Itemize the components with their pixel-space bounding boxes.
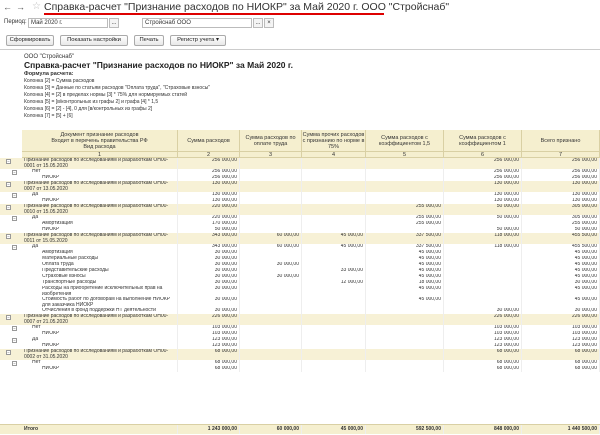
row-value-c4 bbox=[302, 366, 366, 372]
row-value-c6: 256 000,00 bbox=[444, 169, 522, 175]
row-value-c7: 256 000,00 bbox=[522, 158, 600, 169]
show-settings-button[interactable]: Показать настройки bbox=[60, 35, 128, 46]
row-name: Материальные расходы bbox=[40, 256, 178, 262]
row-value-c7: 455 500,00 bbox=[522, 244, 600, 250]
row-value-c4: 45 000,00 bbox=[302, 233, 366, 244]
row-value-c4 bbox=[302, 314, 366, 325]
row-value-c2: 30 000,00 bbox=[178, 308, 240, 314]
row-value-c7: 226 000,00 bbox=[522, 314, 600, 325]
row-name: Да bbox=[30, 337, 178, 343]
row-value-c2: 103 000,00 bbox=[178, 325, 240, 331]
header-other: Сумма прочих расходов с признанию по норме в 75% bbox=[302, 130, 366, 152]
row-value-c2: 68 000,00 bbox=[178, 349, 240, 360]
row-value-c3: 60 000,00 bbox=[240, 244, 302, 250]
row-value-c7: 45 000,00 bbox=[522, 250, 600, 256]
header-num: 5 bbox=[366, 152, 444, 158]
period-select-button[interactable]: ... bbox=[109, 18, 119, 28]
row-value-c6: 50 000,00 bbox=[444, 215, 522, 221]
row-value-c4 bbox=[302, 204, 366, 215]
collapse-toggle-icon[interactable]: − bbox=[13, 193, 16, 198]
row-value-c5: 45 000,00 bbox=[366, 274, 444, 280]
row-name: НИОКР bbox=[40, 198, 178, 204]
row-value-c7: 305 000,00 bbox=[522, 204, 600, 215]
row-value-c6: 130 000,00 bbox=[444, 181, 522, 192]
row-value-c3 bbox=[240, 181, 302, 192]
row-value-c3: 60 000,00 bbox=[240, 233, 302, 244]
period-label: Период: bbox=[4, 19, 27, 25]
row-value-c4: 45 000,00 bbox=[302, 244, 366, 250]
table-row[interactable] bbox=[0, 314, 600, 325]
row-value-c5: 45 000,00 bbox=[366, 268, 444, 274]
row-name: Оплата труда bbox=[40, 262, 178, 268]
row-value-c6: 103 000,00 bbox=[444, 331, 522, 337]
row-value-c3: 30 000,00 bbox=[240, 262, 302, 268]
collapse-toggle-icon[interactable]: − bbox=[7, 350, 10, 355]
report-area bbox=[0, 49, 600, 435]
row-name: Представительские расходы bbox=[40, 268, 178, 274]
row-value-c3 bbox=[240, 286, 302, 297]
row-name: НИОКР bbox=[40, 331, 178, 337]
row-value-c7: 305 000,00 bbox=[522, 215, 600, 221]
collapse-toggle-icon[interactable]: − bbox=[13, 170, 16, 175]
row-value-c2: 30 000,00 bbox=[178, 262, 240, 268]
header-coef15: Сумма расходов с коэффициентом 1,5 bbox=[366, 130, 444, 152]
row-value-c2: 30 000,00 bbox=[178, 256, 240, 262]
row-name: НИОКР bbox=[40, 343, 178, 349]
row-name: Нет bbox=[30, 169, 178, 175]
row-name: Отчисления в фонд поддержки НТ деятельности bbox=[40, 308, 178, 314]
generate-button[interactable]: Сформировать bbox=[6, 35, 54, 46]
row-value-c2: 68 000,00 bbox=[178, 366, 240, 372]
row-value-c5: 255 000,00 bbox=[366, 204, 444, 215]
collapse-toggle-icon[interactable]: − bbox=[7, 315, 10, 320]
row-value-c6: 50 000,00 bbox=[444, 227, 522, 233]
row-value-c2: 123 000,00 bbox=[178, 337, 240, 343]
row-value-c2: 226 000,00 bbox=[178, 314, 240, 325]
row-value-c2: 343 000,00 bbox=[178, 244, 240, 250]
row-value-c7: 256 000,00 bbox=[522, 169, 600, 175]
row-value-c5: 45 000,00 bbox=[366, 250, 444, 256]
row-value-c2: 30 000,00 bbox=[178, 280, 240, 286]
row-name: Расходы на приобретение исключительных прав на изобретения bbox=[40, 286, 178, 297]
row-value-c5 bbox=[366, 158, 444, 169]
row-value-c4 bbox=[302, 349, 366, 360]
row-value-c2: 220 000,00 bbox=[178, 204, 240, 215]
register-button[interactable]: Регистр учета ▾ bbox=[170, 35, 226, 46]
row-name: Нет bbox=[30, 325, 178, 331]
row-value-c6: 130 000,00 bbox=[444, 192, 522, 198]
row-value-c2: 30 000,00 bbox=[178, 274, 240, 280]
row-value-c7: 45 000,00 bbox=[522, 297, 600, 308]
collapse-toggle-icon[interactable]: − bbox=[7, 159, 10, 164]
formula-line: Колонка [3] = Данные по статьям расходов "Оплата труда", "Страховые взносы" bbox=[24, 85, 211, 91]
row-value-c7: 130 000,00 bbox=[522, 181, 600, 192]
collapse-toggle-icon[interactable]: − bbox=[13, 245, 16, 250]
row-value-c7: 45 000,00 bbox=[522, 256, 600, 262]
row-value-c7: 123 000,00 bbox=[522, 337, 600, 343]
organization-clear-button[interactable]: × bbox=[264, 18, 274, 28]
row-value-c3: 30 000,00 bbox=[240, 274, 302, 280]
row-value-c6: 256 000,00 bbox=[444, 175, 522, 181]
row-value-c7: 30 000,00 bbox=[522, 280, 600, 286]
title-underline bbox=[44, 13, 384, 15]
print-button[interactable]: Печать bbox=[134, 35, 164, 46]
row-name: Нет bbox=[30, 360, 178, 366]
params-row bbox=[0, 17, 600, 29]
row-name: Страховые взносы bbox=[40, 274, 178, 280]
row-value-c5 bbox=[366, 181, 444, 192]
row-value-c3 bbox=[240, 204, 302, 215]
row-value-c4 bbox=[302, 181, 366, 192]
total-sum: 1 243 000,00 bbox=[178, 425, 240, 434]
row-value-c6: 130 000,00 bbox=[444, 198, 522, 204]
header-num: 6 bbox=[444, 152, 522, 158]
favorite-star-icon[interactable]: ☆ bbox=[32, 1, 41, 12]
header-num: 7 bbox=[522, 152, 600, 158]
total-coef1: 848 000,00 bbox=[444, 425, 522, 434]
row-value-c5: 255 000,00 bbox=[366, 221, 444, 227]
row-value-c2: 256 000,00 bbox=[178, 169, 240, 175]
row-value-c2: 256 000,00 bbox=[178, 175, 240, 181]
row-value-c6: 68 000,00 bbox=[444, 349, 522, 360]
row-value-c4 bbox=[302, 286, 366, 297]
row-value-c5: 45 000,00 bbox=[366, 262, 444, 268]
report-organization: ООО "Стройснаб" bbox=[24, 54, 75, 60]
row-value-c7: 255 000,00 bbox=[522, 221, 600, 227]
table-row[interactable] bbox=[0, 204, 600, 215]
row-value-c3 bbox=[240, 297, 302, 308]
header-labor: Сумма расходов по оплате труда bbox=[240, 130, 302, 152]
row-value-c5 bbox=[366, 366, 444, 372]
row-value-c7: 50 000,00 bbox=[522, 227, 600, 233]
row-value-c2: 220 000,00 bbox=[178, 215, 240, 221]
row-value-c6: 68 000,00 bbox=[444, 360, 522, 366]
row-value-c2: 30 000,00 bbox=[178, 268, 240, 274]
row-value-c7: 455 500,00 bbox=[522, 233, 600, 244]
row-value-c7: 130 000,00 bbox=[522, 192, 600, 198]
collapse-toggle-icon[interactable]: − bbox=[7, 182, 10, 187]
table-row[interactable] bbox=[0, 158, 600, 169]
row-value-c3 bbox=[240, 366, 302, 372]
row-value-c5: 337 500,00 bbox=[366, 244, 444, 250]
header-total: Всего признано bbox=[522, 130, 600, 152]
row-value-c5: 45 000,00 bbox=[366, 286, 444, 297]
row-value-c5: 45 000,00 bbox=[366, 256, 444, 262]
row-value-c6: 30 000,00 bbox=[444, 308, 522, 314]
row-value-c7: 45 000,00 bbox=[522, 274, 600, 280]
row-value-c3 bbox=[240, 158, 302, 169]
row-value-c7: 256 000,00 bbox=[522, 175, 600, 181]
row-value-c7: 68 000,00 bbox=[522, 366, 600, 372]
formula-line: Колонка [7] = [5] + [6] bbox=[24, 113, 73, 119]
row-value-c5: 18 000,00 bbox=[366, 280, 444, 286]
row-value-c4 bbox=[302, 297, 366, 308]
row-value-c2: 68 000,00 bbox=[178, 360, 240, 366]
row-name: НИОКР bbox=[40, 366, 178, 372]
row-name: НИОКР bbox=[40, 227, 178, 233]
row-value-c7: 103 000,00 bbox=[522, 325, 600, 331]
table-row[interactable] bbox=[0, 366, 600, 372]
row-value-c4: 12 000,00 bbox=[302, 280, 366, 286]
table-row[interactable] bbox=[0, 233, 600, 244]
formula-heading: Формула расчета: bbox=[24, 71, 74, 77]
row-name: Признание расходов по исследованиям и разработкам ОН00-0002 от 31.05.2020 bbox=[22, 349, 178, 360]
collapse-toggle-icon[interactable]: − bbox=[7, 205, 10, 210]
row-name: Признание расходов по исследованиям и разработкам ОН00-0011 от 15.05.2020 bbox=[22, 233, 178, 244]
row-value-c5: 255 000,00 bbox=[366, 215, 444, 221]
row-value-c2: 50 000,00 bbox=[178, 227, 240, 233]
formula-line: Колонка [2] = Сумма расходов bbox=[24, 78, 95, 84]
header-document: Документ признание расходов Входит в перечень правительства РФ Вид расхода bbox=[22, 130, 178, 152]
row-value-c2: 130 000,00 bbox=[178, 181, 240, 192]
header-num: 2 bbox=[178, 152, 240, 158]
row-value-c6: 123 000,00 bbox=[444, 343, 522, 349]
row-value-c7: 30 000,00 bbox=[522, 308, 600, 314]
row-value-c7: 45 000,00 bbox=[522, 262, 600, 268]
row-value-c7: 130 000,00 bbox=[522, 198, 600, 204]
table-row[interactable] bbox=[0, 286, 600, 297]
row-name: Транспортные расходы bbox=[40, 280, 178, 286]
header-sum: Сумма расходов bbox=[178, 130, 240, 152]
organization-select-button[interactable]: ... bbox=[253, 18, 263, 28]
row-value-c6: 118 000,00 bbox=[444, 233, 522, 244]
row-value-c2: 30 000,00 bbox=[178, 250, 240, 256]
header-num: 3 bbox=[240, 152, 302, 158]
total-label: Итого bbox=[22, 425, 178, 434]
table-row[interactable] bbox=[0, 181, 600, 192]
report-title: Справка-расчет "Признание расходов по НИОКР" за Май 2020 г. bbox=[24, 60, 293, 70]
row-value-c5: 45 000,00 bbox=[366, 297, 444, 308]
row-value-c6: 118 000,00 bbox=[444, 244, 522, 250]
collapse-toggle-icon[interactable]: − bbox=[13, 326, 16, 331]
row-name: Признание расходов по исследованиям и разработкам ОН00-0001 от 15.05.2020 bbox=[22, 158, 178, 169]
row-value-c2: 343 000,00 bbox=[178, 233, 240, 244]
row-value-c2: 170 000,00 bbox=[178, 221, 240, 227]
row-value-c6: 256 000,00 bbox=[444, 158, 522, 169]
total-row bbox=[0, 424, 600, 434]
row-value-c2: 30 000,00 bbox=[178, 297, 240, 308]
header-coef1: Сумма расходов с коэффициентом 1 bbox=[444, 130, 522, 152]
forward-arrow-icon[interactable]: → bbox=[16, 2, 25, 12]
title-bar bbox=[0, 0, 600, 14]
row-value-c2: 103 000,00 bbox=[178, 331, 240, 337]
row-name: Стоимость работ по договорам на выполнение НИОКР для заказчика НИОКР bbox=[40, 297, 178, 308]
row-value-c2: 130 000,00 bbox=[178, 192, 240, 198]
table-header bbox=[0, 130, 600, 158]
row-value-c5 bbox=[366, 314, 444, 325]
row-value-c6: 103 000,00 bbox=[444, 325, 522, 331]
collapse-toggle-icon[interactable]: − bbox=[7, 234, 10, 239]
formula-line: Колонка [6] = [2] - [4], 0 для [в/контрольных из графы 2] bbox=[24, 106, 153, 112]
row-value-c6: 123 000,00 bbox=[444, 337, 522, 343]
collapse-toggle-icon[interactable]: − bbox=[13, 361, 16, 366]
row-value-c7: 68 000,00 bbox=[522, 349, 600, 360]
back-arrow-icon[interactable]: ← bbox=[3, 2, 12, 12]
header-num: 1 bbox=[22, 152, 178, 158]
period-field[interactable]: Май 2020 г. bbox=[28, 18, 108, 28]
toolbar bbox=[0, 35, 600, 46]
row-value-c7: 45 000,00 bbox=[522, 286, 600, 297]
collapse-toggle-icon[interactable]: − bbox=[13, 338, 16, 343]
row-value-c4 bbox=[302, 158, 366, 169]
formula-line: Колонка [4] = [2] в пределах нормы [3] * 75% для нормируемых статей bbox=[24, 92, 188, 98]
table-row[interactable] bbox=[0, 297, 600, 308]
row-value-c6 bbox=[444, 286, 522, 297]
row-value-c2: 256 000,00 bbox=[178, 158, 240, 169]
row-value-c5 bbox=[366, 349, 444, 360]
row-name: Амортизация bbox=[40, 250, 178, 256]
row-value-c3 bbox=[240, 314, 302, 325]
row-value-c7: 123 000,00 bbox=[522, 343, 600, 349]
row-name: Амортизация bbox=[40, 221, 178, 227]
header-num: 4 bbox=[302, 152, 366, 158]
row-value-c7: 45 000,00 bbox=[522, 268, 600, 274]
row-value-c2: 130 000,00 bbox=[178, 198, 240, 204]
total-all: 1 440 500,00 bbox=[522, 425, 600, 434]
row-name: Да bbox=[30, 215, 178, 221]
collapse-toggle-icon[interactable]: − bbox=[13, 216, 16, 221]
window-title: Справка-расчет "Признание расходов по НИОКР" за Май 2020 г. ООО "Стройснаб" bbox=[44, 1, 450, 13]
row-name: Да bbox=[30, 192, 178, 198]
row-name: Да bbox=[30, 244, 178, 250]
row-value-c2: 30 000,00 bbox=[178, 286, 240, 297]
table-row[interactable] bbox=[0, 349, 600, 360]
row-value-c5: 337 500,00 bbox=[366, 233, 444, 244]
total-other: 45 000,00 bbox=[302, 425, 366, 434]
row-name: Признание расходов по исследованиям и разработкам ОН00-0007 от 13.05.2020 bbox=[22, 181, 178, 192]
row-name: НИОКР bbox=[40, 175, 178, 181]
row-value-c6: 226 000,00 bbox=[444, 314, 522, 325]
row-name: Признание расходов по исследованиям и разработкам ОН00-0007 от 21.05.2020 bbox=[22, 314, 178, 325]
total-labor: 60 000,00 bbox=[240, 425, 302, 434]
row-name: Признание расходов по исследованиям и разработкам ОН00-0010 от 15.05.2020 bbox=[22, 204, 178, 215]
row-value-c7: 103 000,00 bbox=[522, 331, 600, 337]
row-value-c4: 33 000,00 bbox=[302, 268, 366, 274]
row-value-c6: 50 000,00 bbox=[444, 204, 522, 215]
row-value-c6 bbox=[444, 297, 522, 308]
row-value-c6: 68 000,00 bbox=[444, 366, 522, 372]
row-value-c2: 123 000,00 bbox=[178, 343, 240, 349]
organization-field[interactable]: Стройснаб ООО bbox=[142, 18, 252, 28]
row-value-c7: 68 000,00 bbox=[522, 360, 600, 366]
total-coef15: 592 500,00 bbox=[366, 425, 444, 434]
row-value-c3 bbox=[240, 349, 302, 360]
formula-line: Колонка [5] = [в/контрольных из графы 2] и графа [4] * 1,5 bbox=[24, 99, 159, 105]
